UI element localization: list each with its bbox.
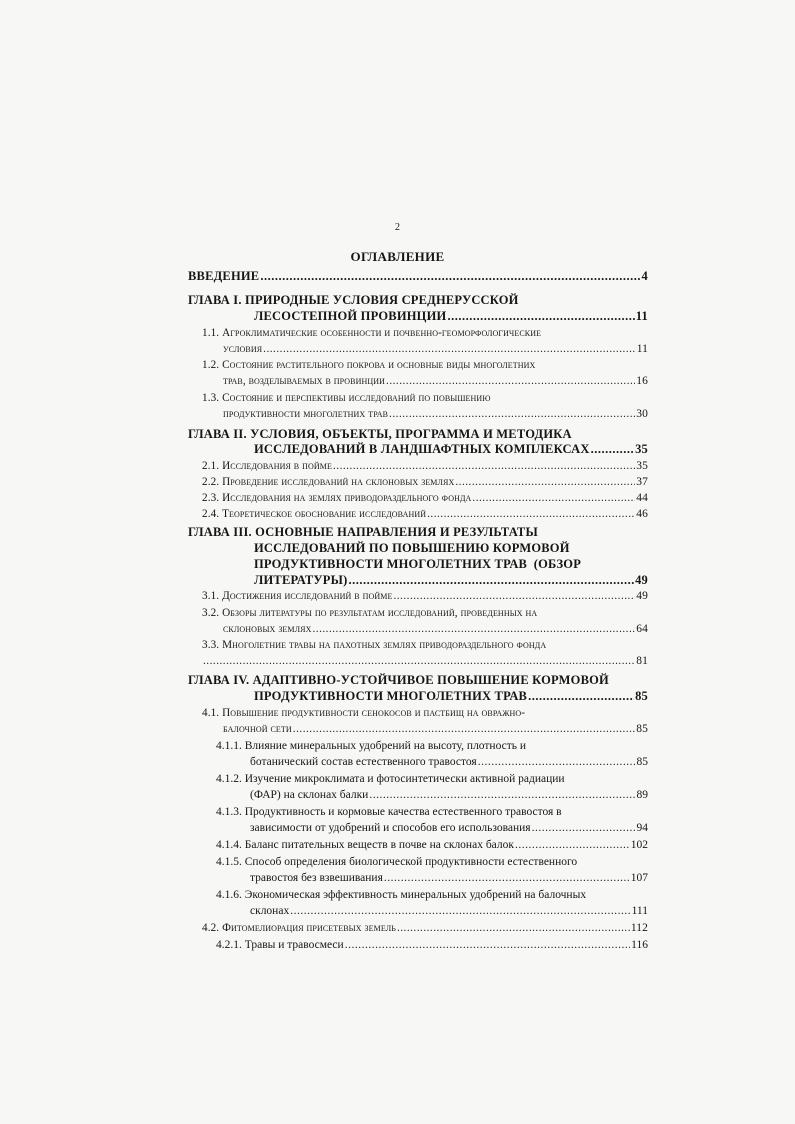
toc-entry-chapter-4[interactable]: ГЛАВА IV. АДАПТИВНО-УСТОЙЧИВОЕ ПОВЫШЕНИЕ КОРМОВОЙ: [188, 673, 609, 687]
toc-entry-2-4[interactable]: 2.4. Теоретическое обоснование исследований ..... 46: [202, 506, 648, 522]
toc-entry-4-2[interactable]: 4.2. Фитомелиорация присетевых земель ..... 112: [202, 920, 648, 936]
toc-entry-4-1-2[interactable]: 4.1.2. Изучение микроклимата и фотосинтетически активной радиации: [216, 773, 565, 785]
toc-entry-4-1-6-cont[interactable]: склонах ..... 111: [250, 903, 648, 919]
toc-entry-1-2[interactable]: 1.2. Состояние растительного покрова и основные виды многолетних: [202, 359, 536, 371]
toc-entry-chapter-3-line2[interactable]: ИССЛЕДОВАНИЙ ПО ПОВЫШЕНИЮ КОРМОВОЙ: [254, 541, 570, 555]
toc-entry-chapter-2[interactable]: ГЛАВА II. УСЛОВИЯ, ОБЪЕКТЫ, ПРОГРАММА И МЕТОДИКА: [188, 427, 572, 441]
toc-entry-4-1-1[interactable]: 4.1.1. Влияние минеральных удобрений на высоту, плотность и: [216, 740, 527, 752]
toc-entry-4-1-3[interactable]: 4.1.3. Продуктивность и кормовые качества естественного травостоя в: [216, 806, 562, 818]
toc-entry-1-1[interactable]: 1.1. Агроклиматические особенности и почвенно-геоморфологические: [202, 327, 542, 339]
toc-entry-1-1-cont[interactable]: условия ..... 11: [223, 341, 648, 357]
page-number: 2: [395, 222, 400, 233]
toc-entry-1-3-cont[interactable]: продуктивности многолетних трав ..... 30: [223, 406, 648, 422]
toc-entry-2-2[interactable]: 2.2. Проведение исследований на склоновых землях ..... 37: [202, 474, 648, 490]
toc-title: ОГЛАВЛЕНИЕ: [350, 249, 445, 264]
toc-entry-4-1-4[interactable]: 4.1.4. Баланс питательных веществ в почве на склонах балок ..... 102: [216, 837, 648, 853]
toc-entry-1-2-cont[interactable]: трав, возделываемых в провинции ..... 16: [223, 373, 648, 389]
toc-entry-3-1[interactable]: 3.1. Достижения исследований в пойме ..... 49: [202, 588, 648, 604]
toc-entry-4-1-2-cont[interactable]: (ФАР) на склонах балки ..... 89: [250, 787, 648, 803]
toc-entry-3-3-cont[interactable]: ..... 81: [202, 653, 648, 669]
toc-entry-chapter-3[interactable]: ГЛАВА III. ОСНОВНЫЕ НАПРАВЛЕНИЯ И РЕЗУЛЬТАТЫ: [188, 525, 538, 539]
toc-entry-chapter-1-cont[interactable]: ЛЕСОСТЕПНОЙ ПРОВИНЦИИ ..... 11: [254, 308, 648, 324]
toc-entry-4-1[interactable]: 4.1. Повышение продуктивности сенокосов и пастбищ на овражно-: [202, 707, 526, 719]
toc-entry-chapter-3-cont[interactable]: ЛИТЕРАТУРЫ) ..... 49: [254, 572, 648, 588]
toc-entry-4-2-1[interactable]: 4.2.1. Травы и травосмеси ..... 116: [216, 937, 648, 953]
toc-entry-3-2[interactable]: 3.2. Обзоры литературы по результатам исследований, проведенных на: [202, 607, 538, 619]
toc-entry-chapter-4-cont[interactable]: ПРОДУКТИВНОСТИ МНОГОЛЕТНИХ ТРАВ ..... 85: [254, 688, 648, 704]
toc-entry-chapter-3-line3[interactable]: ПРОДУКТИВНОСТИ МНОГОЛЕТНИХ ТРАВ (ОБЗОР: [254, 557, 582, 571]
toc-entry-2-1[interactable]: 2.1. Исследования в пойме ..... 35: [202, 458, 648, 474]
toc-entry-4-1-5-cont[interactable]: травостоя без взвешивания ..... 107: [250, 870, 648, 886]
toc-entry-chapter-1[interactable]: ГЛАВА I. ПРИРОДНЫЕ УСЛОВИЯ СРЕДНЕРУССКОЙ: [188, 293, 519, 307]
toc-entry-1-3[interactable]: 1.3. Состояние и перспективы исследований по повышению: [202, 392, 491, 404]
toc-entry-4-1-1-cont[interactable]: ботанический состав естественного травостоя ..... 85: [250, 754, 648, 770]
toc-entry-3-3[interactable]: 3.3. Многолетние травы на пахотных землях приводораздельного фонда: [202, 639, 547, 651]
toc-entry-chapter-2-cont[interactable]: ИССЛЕДОВАНИЙ В ЛАНДШАФТНЫХ КОМПЛЕКСАХ ..... 35: [254, 441, 648, 457]
toc-entry-3-2-cont[interactable]: склоновых землях ..... 64: [223, 621, 648, 637]
toc-entry-introduction[interactable]: ВВЕДЕНИЕ ..... 4: [188, 268, 648, 284]
toc-entry-2-3[interactable]: 2.3. Исследования на землях приводораздельного фонда ..... 44: [202, 490, 648, 506]
toc-entry-4-1-5[interactable]: 4.1.5. Способ определения биологической продуктивности естественного: [216, 856, 578, 868]
toc-entry-4-1-cont[interactable]: балочной сети ..... 85: [223, 721, 648, 737]
toc-entry-4-1-3-cont[interactable]: зависимости от удобрений и способов его использования ..... 94: [250, 820, 648, 836]
toc-entry-4-1-6[interactable]: 4.1.6. Экономическая эффективность минеральных удобрений на балочных: [216, 889, 587, 901]
